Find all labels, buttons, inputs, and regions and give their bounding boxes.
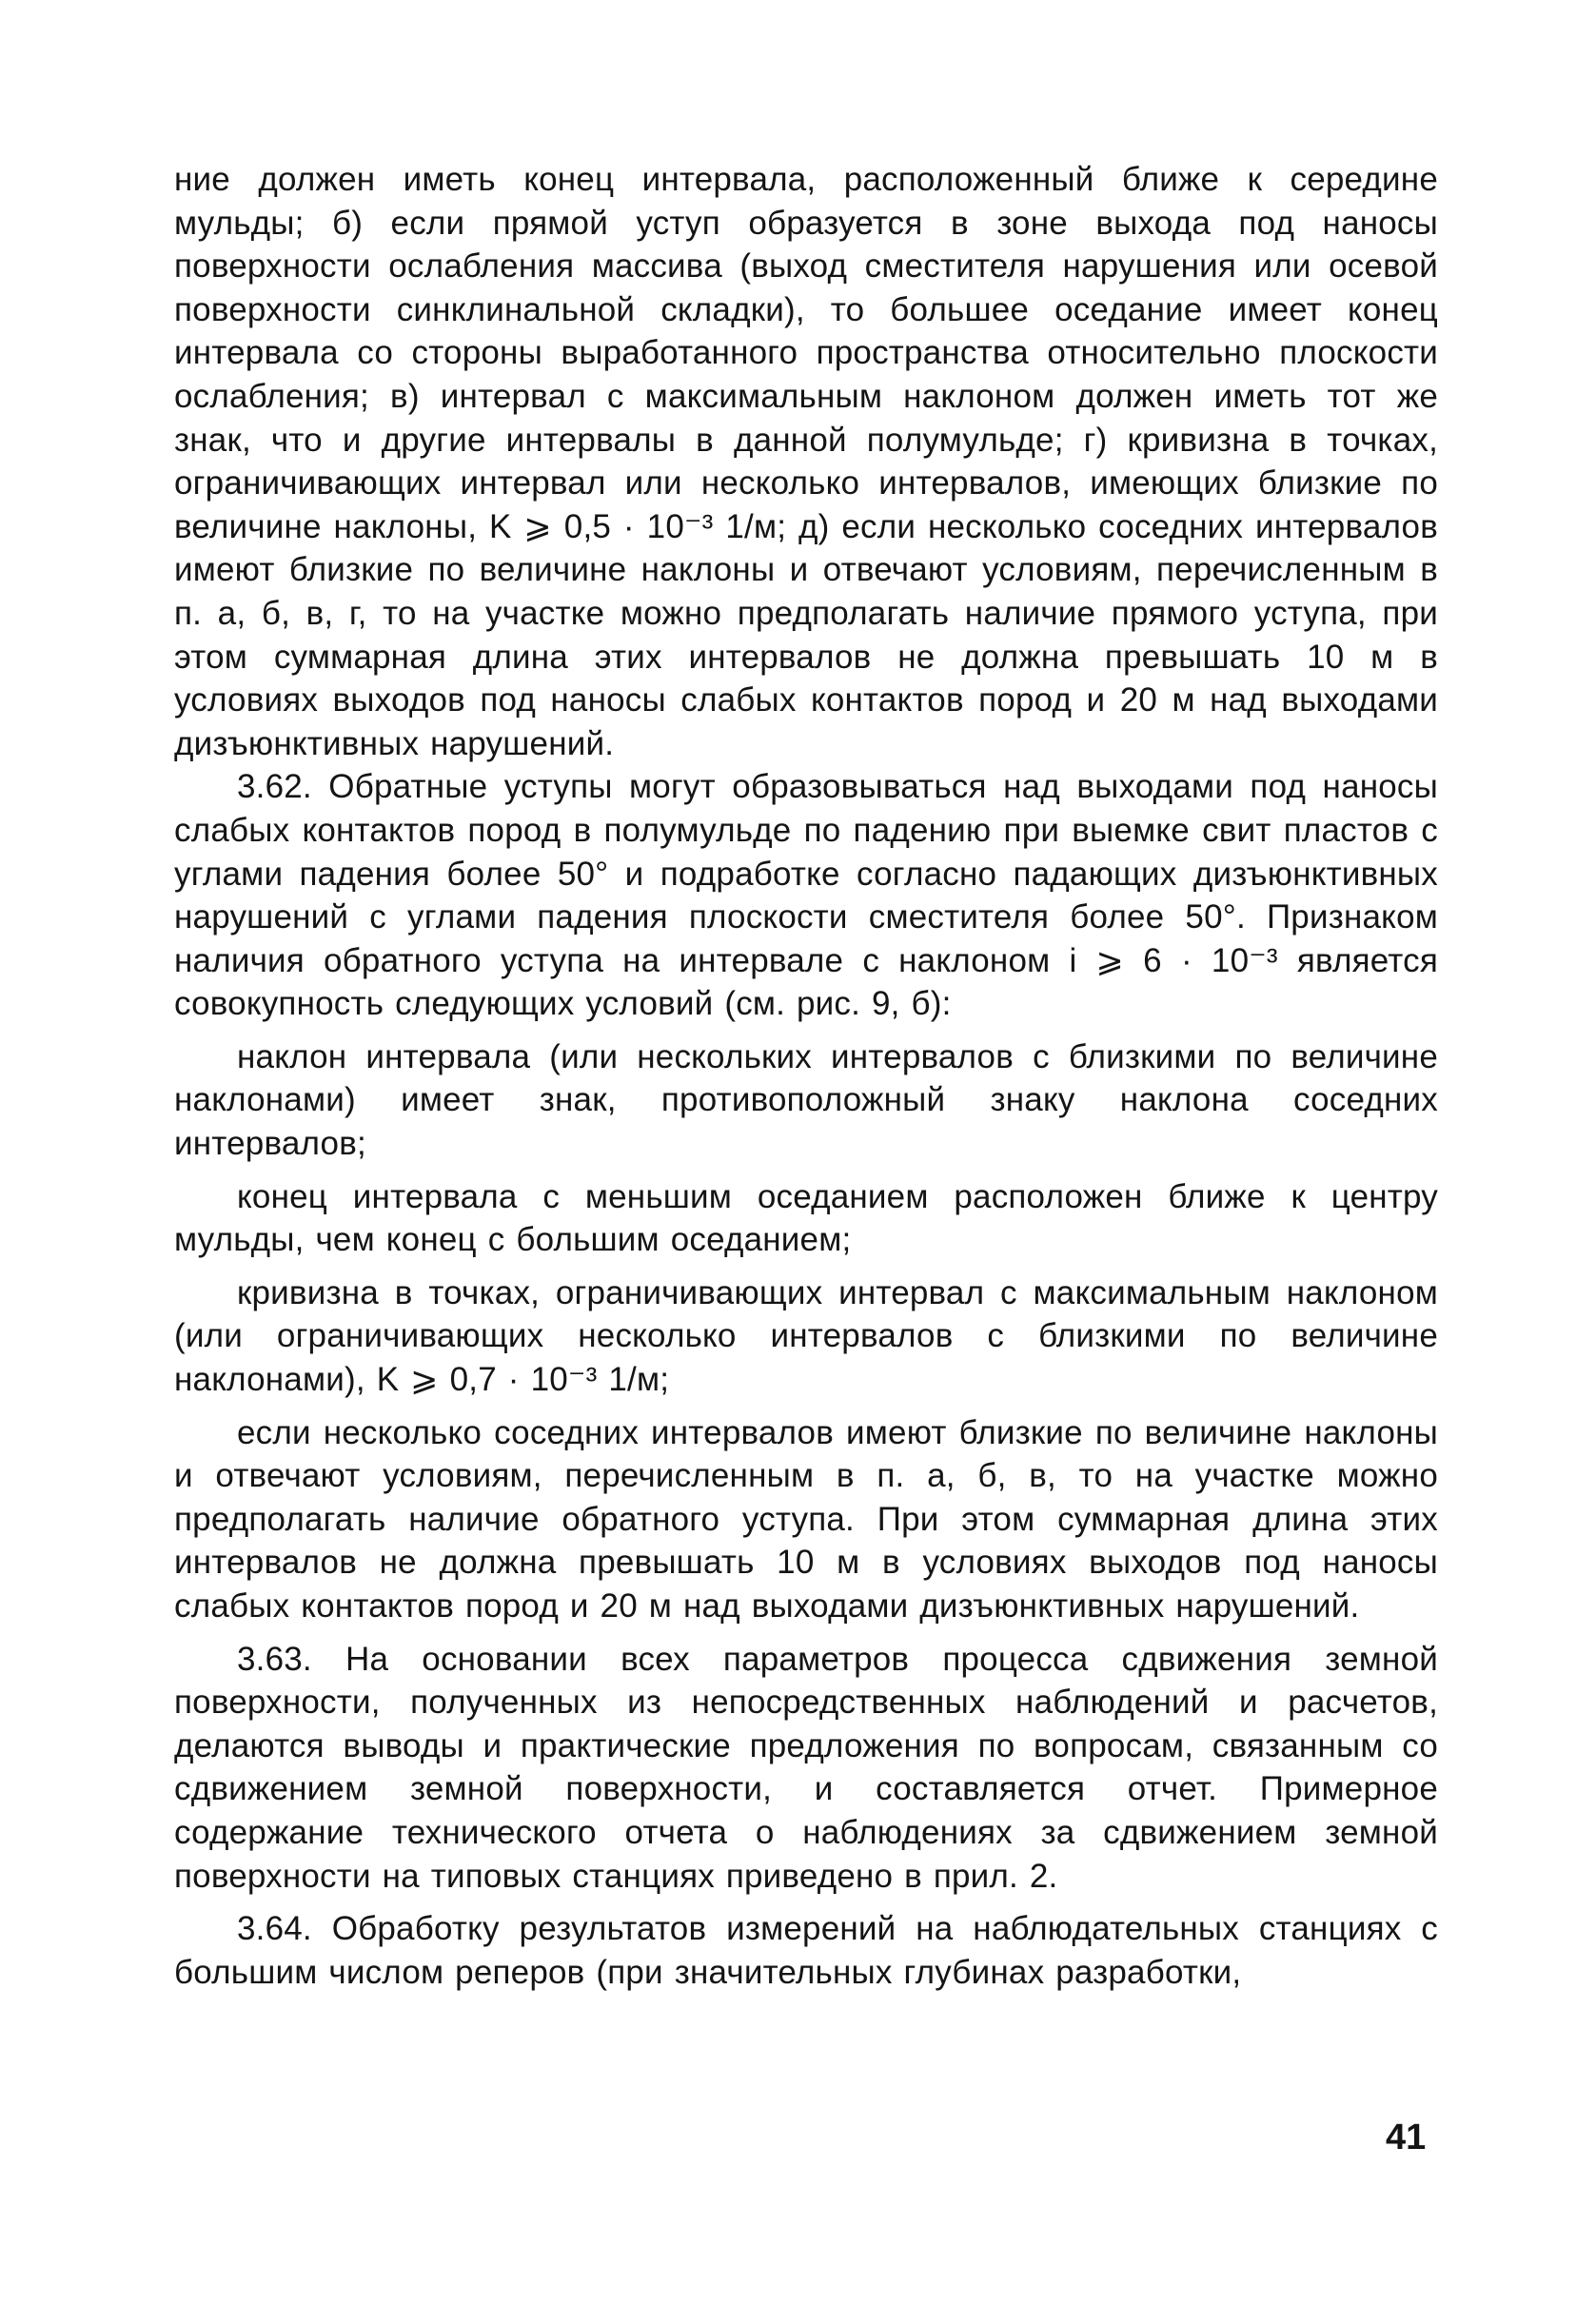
page-body-text — [174, 158, 1438, 1994]
paragraph-3-62: 3.62. Обратные уступы могут образовываться над выходами под наносы слабых контактов пород в полумульде по падению при выемке свит пластов с углами падения более 50° и подработке согласно падающих дизъюнктивных нарушений с углами падения плоскости сместителя более 50°. Признаком наличия обратного уступа на интервале с наклоном i ⩾ 6 · 10⁻³ является совокупность следующих условий (см. рис. 9, б): — [174, 768, 1438, 1023]
paragraph-continuation: ние должен иметь конец интервала, расположенный ближе к середине мульды; б) если прямой уступ образуется в зоне выхода под наносы поверхности ослабления массива (выход сместителя нарушения или осевой поверхности синклинальной складки), то большее оседание имеет конец интервала со стороны выработанного пространства относительно плоскости ослабления; в) интервал с максимальным наклоном должен иметь тот же знак, что и другие интервалы в данной полумульде; г) кривизна в точках, ограничивающих интервал или несколько интервалов, имеющих близкие по величине наклоны, K ⩾ 0,5 · 10⁻³ 1/м; д) если несколько соседних интервалов имеют близкие по величине наклоны и отвечают условиям, перечисленным в п. а, б, в, г, то на участке можно предполагать наличие прямого уступа, при этом суммарная длина этих интервалов не должна превышать 10 м в условиях выходов под наносы слабых контактов пород и 20 м над выходами дизъюнктивных нарушений. — [174, 161, 1438, 762]
paragraph-condition-adjacent-intervals: если несколько соседних интервалов имеют близкие по величине наклоны и отвечают условиям, перечисленным в п. а, б, в, то на участке можно предполагать наличие обратного уступа. При этом суммарная длина этих интервалов не должна превышать 10 м в условиях выходов под наносы слабых контактов пород и 20 м над выходами дизъюнктивных нарушений. — [174, 1413, 1438, 1625]
paragraph-condition-curvature: кривизна в точках, ограничивающих интервал с максимальным наклоном (или ограничивающих несколько интервалов с близкими по величине наклонами), K ⩾ 0,7 · 10⁻³ 1/м; — [174, 1273, 1438, 1399]
paragraph-3-63: 3.63. На основании всех параметров процесса сдвижения земной поверхности, полученных из непосредственных наблюдений и расчетов, делаются выводы и практические предложения по вопросам, связанным со сдвижением земной поверхности, и составляется отчет. Примерное содержание технического отчета о наблюдениях за сдвижением земной поверхности на типовых станциях приведено в прил. 2. — [174, 1640, 1438, 1895]
paragraph-condition-slope-sign: наклон интервала (или нескольких интервалов с близкими по величине наклонами) имеет знак, противоположный знаку наклона соседних интервалов; — [174, 1037, 1438, 1163]
paragraph-condition-interval-end: конец интервала с меньшим оседанием расположен ближе к центру мульды, чем конец с большим оседанием; — [174, 1177, 1438, 1259]
paragraph-3-64: 3.64. Обработку результатов измерений на наблюдательных станциях с большим числом реперов (при значительных глубинах разработки, — [174, 1910, 1438, 1991]
page-number: 41 — [1386, 2118, 1427, 2157]
